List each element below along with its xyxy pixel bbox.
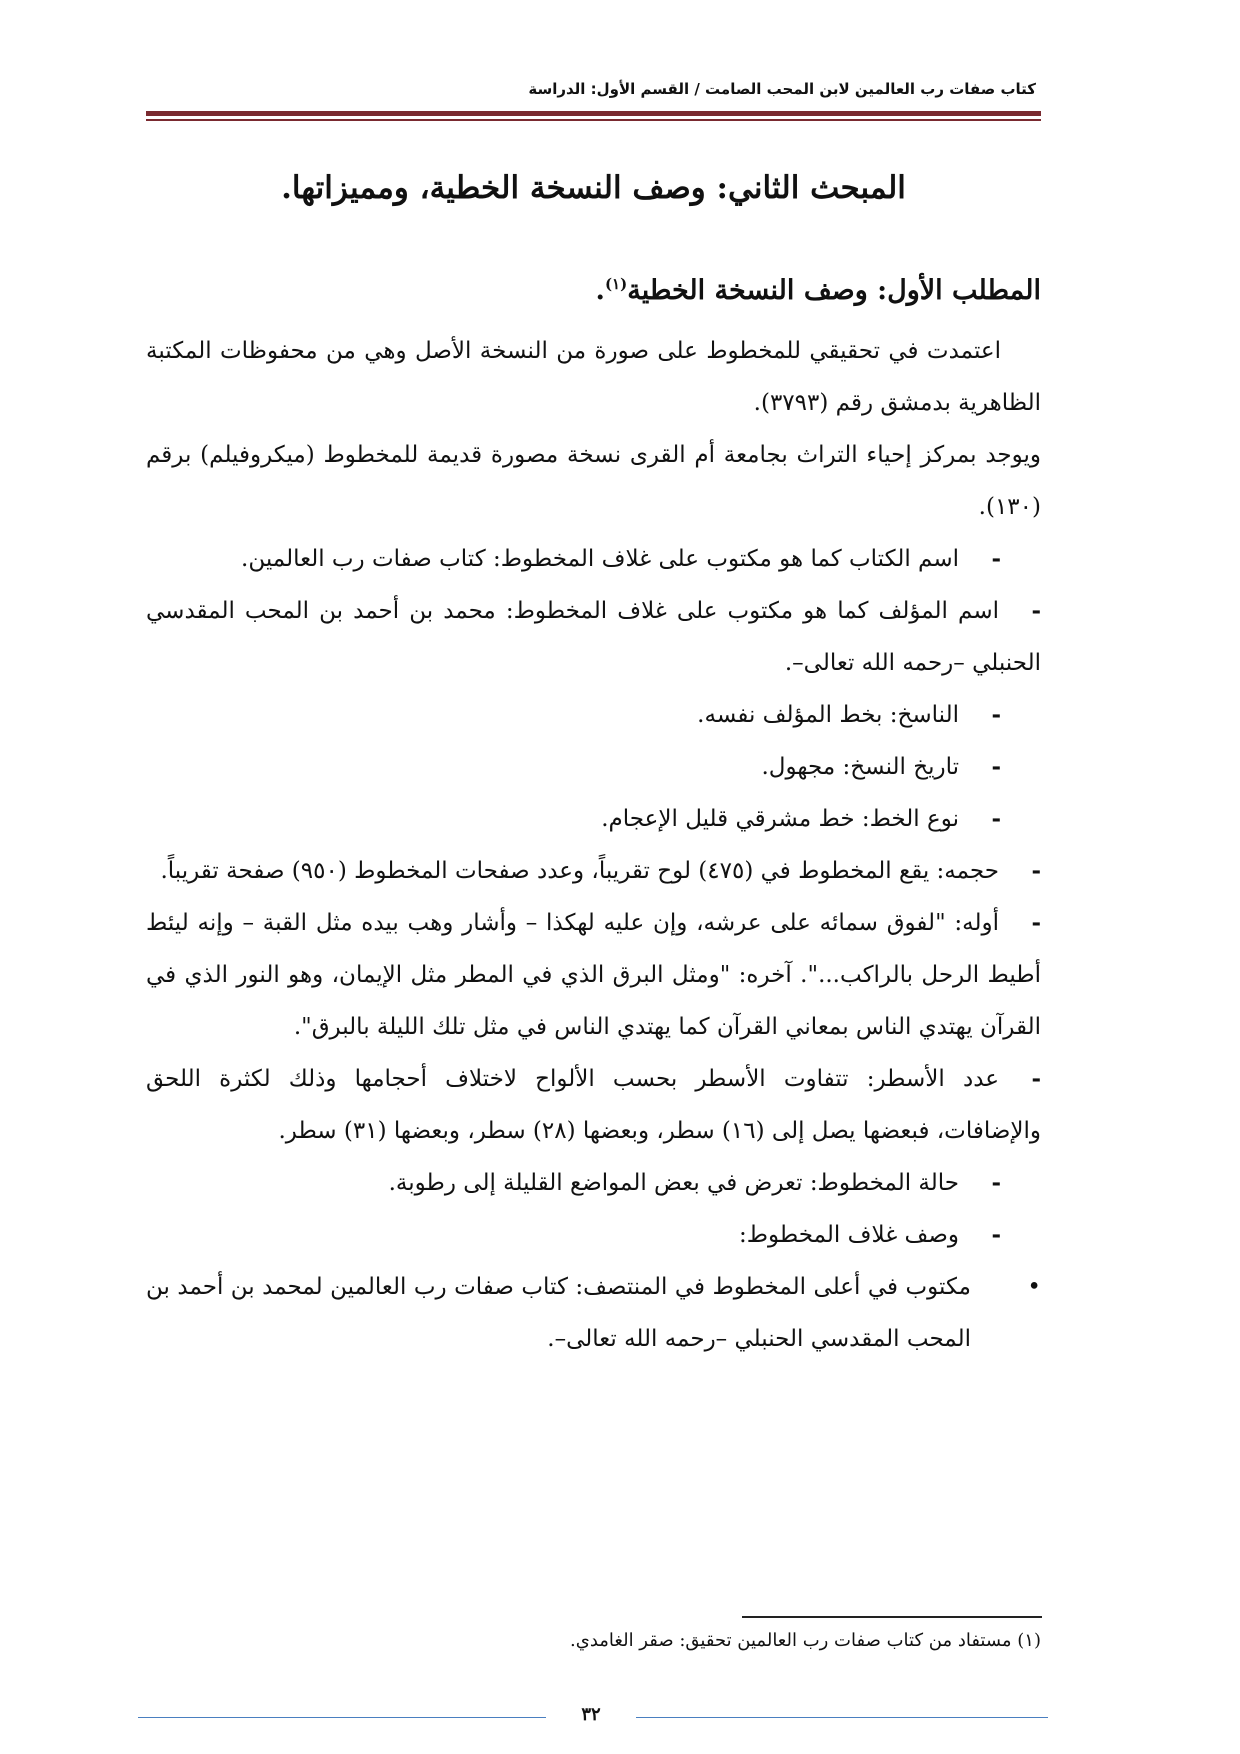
bullet-item-text: مكتوب في أعلى المخطوط في المنتصف: كتاب صفات رب العالمين لمحمد بن أحمد بن المحب المقدسي الحنبلي –رحمه الله تعالى–.	[146, 1274, 971, 1352]
list-item	[146, 533, 1041, 585]
dash-marker: -	[1031, 909, 1041, 936]
footnote: (١) مستفاد من كتاب صفات رب العالمين تحقيق: صقر الغامدي.	[570, 1630, 1041, 1651]
running-header: كتاب صفات رب العالمين لابن المحب الصامت / القسم الأول: الدراسة	[528, 80, 1036, 98]
section-title-text: المطلب الأول: وصف النسخة الخطية	[627, 275, 1041, 306]
page-number: ٣٢	[581, 1704, 601, 1725]
list-item-text: اسم المؤلف كما هو مكتوب على غلاف المخطوط: محمد بن أحمد بن المحب المقدسي الحنبلي –رحمه الله تعالى–.	[146, 598, 1041, 676]
paragraph-microfilm: ويوجد بمركز إحياء التراث بجامعة أم القرى نسخة مصورة قديمة للمخطوط (ميكروفيلم) برقم (١٣٠).	[146, 442, 1041, 520]
chapter-title: المبحث الثاني: وصف النسخة الخطية، ومميزاتها.	[281, 170, 906, 206]
list-item-text: نوع الخط: خط مشرقي قليل الإعجام.	[601, 806, 959, 832]
dash-marker: -	[991, 1221, 1001, 1248]
list-item	[146, 689, 1041, 741]
dash-marker: -	[1031, 1065, 1041, 1092]
footer-rule-right	[636, 1717, 1048, 1718]
list-item	[146, 793, 1041, 845]
dash-marker: -	[991, 1169, 1001, 1196]
list-item-text: حجمه: يقع المخطوط في (٤٧٥) لوح تقريباً، وعدد صفحات المخطوط (٩٥٠) صفحة تقريباً.	[160, 858, 999, 884]
dash-marker: -	[991, 545, 1001, 572]
list-item	[146, 1157, 1041, 1209]
list-item	[146, 845, 1041, 897]
dash-marker: -	[1031, 857, 1041, 884]
body-text	[146, 160, 1041, 1365]
section-title	[146, 256, 1041, 319]
list-item-text: عدد الأسطر: تتفاوت الأسطر بحسب الألواح لاختلاف أحجامها وذلك لكثرة اللحق والإضافات، فبعضها يصل إلى (١٦) سطر، وبعضها (٢٨) سطر، وبعضها (٣١) سطر.	[146, 1066, 1041, 1144]
list-item	[146, 1209, 1041, 1261]
list-item-text: تاريخ النسخ: مجهول.	[761, 754, 959, 780]
list-item	[146, 1053, 1041, 1157]
paragraph-source: اعتمدت في تحقيقي للمخطوط على صورة من النسخة الأصل وهي من محفوظات المكتبة الظاهرية بدمشق رقم (٣٧٩٣).	[146, 338, 1041, 416]
list-item	[146, 585, 1041, 689]
dash-marker: -	[991, 753, 1001, 780]
footer-rule-left	[138, 1717, 546, 1718]
list-item-text: الناسخ: بخط المؤلف نفسه.	[697, 702, 959, 728]
bullet-item	[146, 1261, 1041, 1365]
list-item	[146, 897, 1041, 1053]
list-item	[146, 741, 1041, 793]
list-item-text: أوله: "لفوق سمائه على عرشه، وإن عليه لهكذا – وأشار وهب بيده مثل القبة – وإنه ليئط أطيط الرحل بالراكب...". آخره: "ومثل البرق الذي في المطر مثل الإيمان، وهو النور الذي في القرآن يهتدي الناس بمعاني القرآن كما يهتدي الناس في مثل تلك الليلة بالبرق".	[146, 910, 1041, 1040]
dash-marker: -	[1031, 597, 1041, 624]
dash-marker: -	[991, 805, 1001, 832]
section-title-end: .	[595, 275, 605, 306]
header-rule	[146, 111, 1041, 116]
bullet-icon: •	[1027, 1274, 1041, 1300]
footnote-separator	[742, 1616, 1042, 1618]
header-rule-thin	[146, 119, 1041, 121]
footnote-reference[interactable]: (١)	[604, 275, 628, 293]
dash-marker: -	[991, 701, 1001, 728]
list-item-text: اسم الكتاب كما هو مكتوب على غلاف المخطوط: كتاب صفات رب العالمين.	[241, 546, 959, 572]
list-item-text: وصف غلاف المخطوط:	[739, 1222, 959, 1248]
list-item-text: حالة المخطوط: تعرض في بعض المواضع القليلة إلى رطوبة.	[388, 1170, 959, 1196]
